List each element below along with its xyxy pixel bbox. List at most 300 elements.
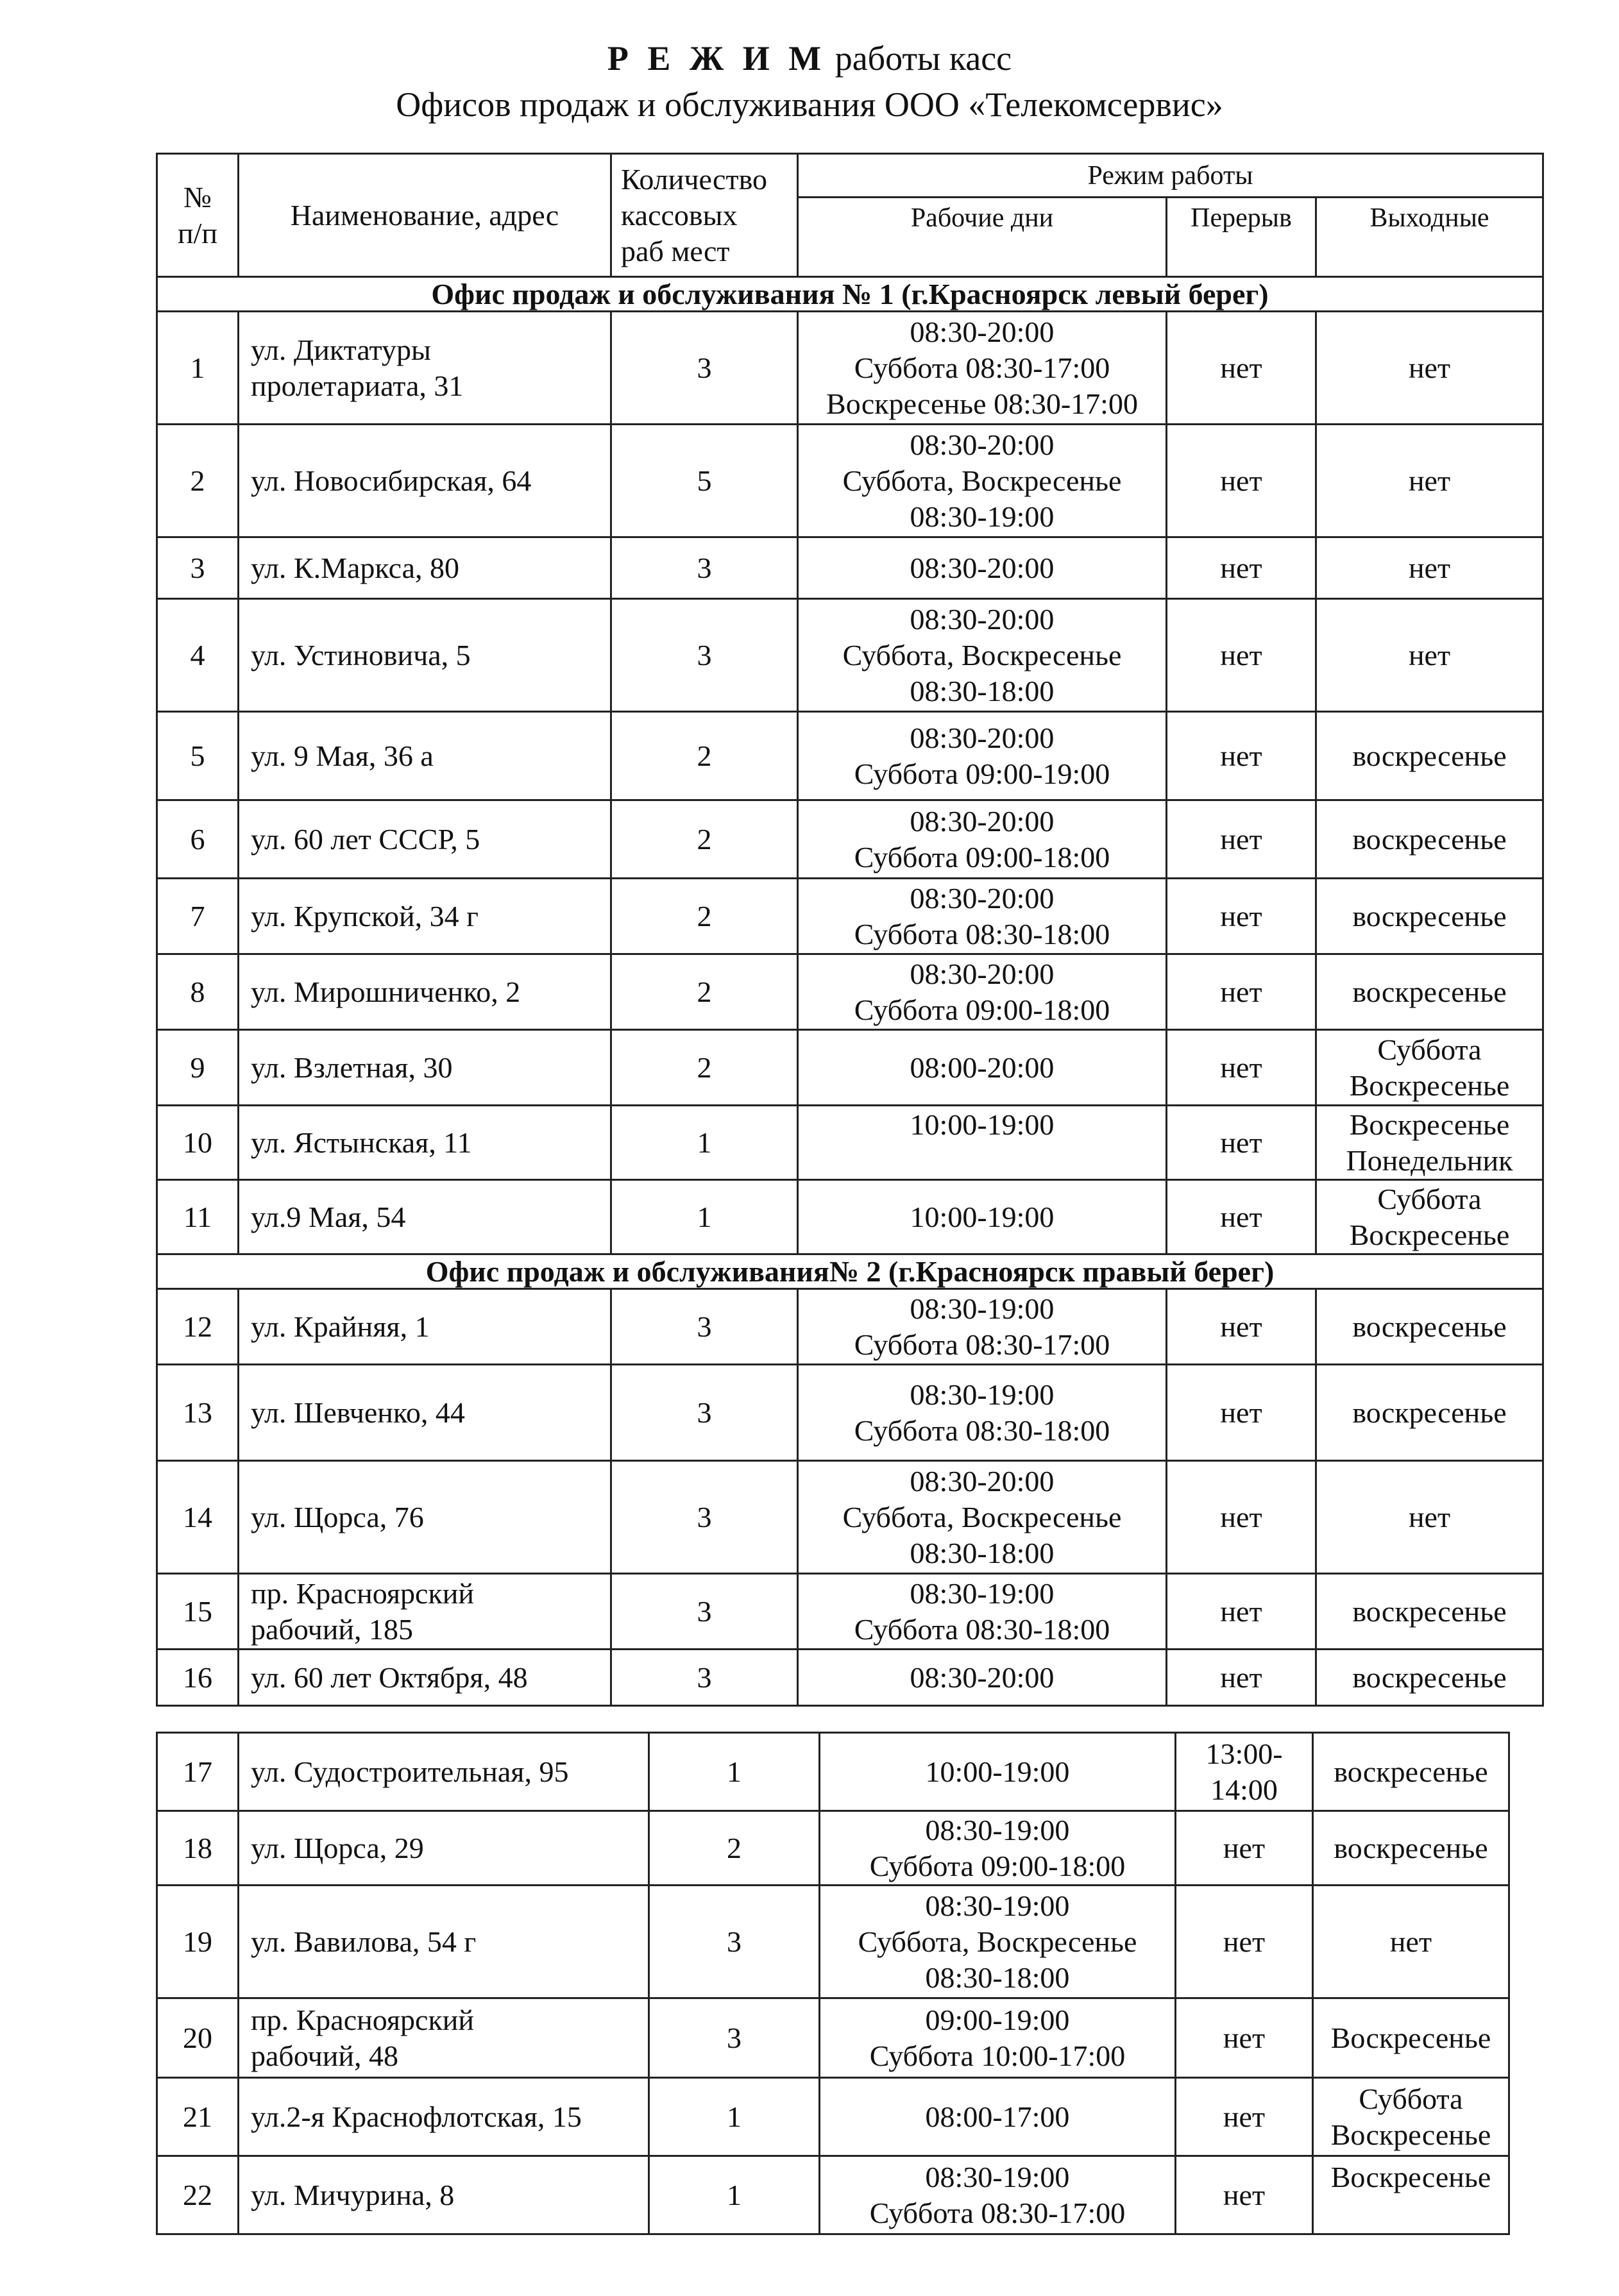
row-workdays	[798, 1461, 1167, 1574]
row-break-line: нет	[1220, 1396, 1262, 1429]
row-break-line: нет	[1220, 1200, 1262, 1233]
row-cashier-count-line: 3	[697, 1310, 712, 1343]
row-workdays	[798, 599, 1167, 712]
row-break-line: нет	[1220, 739, 1262, 772]
row-number	[157, 2078, 239, 2156]
row-break-line: нет	[1220, 351, 1262, 384]
row-break-line: нет	[1220, 822, 1262, 856]
row-address	[239, 1289, 611, 1365]
row-weekend-line	[1318, 2195, 1504, 2231]
row-address-line: ул. 60 лет СССР, 5	[251, 822, 480, 856]
title-mode-word: Р Е Ж И М	[607, 39, 827, 78]
row-address-line: ул. Взлетная, 30	[251, 1051, 453, 1084]
row-break-line: нет	[1220, 899, 1262, 933]
row-workdays-line: 08:30-20:00	[910, 881, 1055, 915]
row-workdays-line: Суббота 08:30-18:00	[854, 917, 1110, 950]
row-weekend-line: нет	[1408, 464, 1451, 497]
row-number	[157, 1998, 239, 2078]
row-break-line: нет	[1220, 638, 1262, 671]
row-workdays	[798, 1365, 1167, 1461]
row-cashier-count-line: 1	[727, 1755, 742, 1788]
row-workdays-line: Суббота 09:00-18:00	[854, 993, 1110, 1026]
row-break	[1167, 1650, 1316, 1706]
row-address	[239, 425, 611, 537]
row-address	[239, 1030, 611, 1106]
row-break	[1176, 1733, 1313, 1811]
row-cashier-count-line: 2	[727, 1831, 742, 1864]
row-workdays-line: 08:30-19:00	[925, 1889, 1070, 1922]
header-work-mode: Режим работы	[798, 154, 1543, 198]
row-address	[239, 954, 611, 1030]
row-workdays-line	[802, 1143, 1162, 1179]
row-number-line: 22	[183, 2178, 212, 2211]
table-row	[157, 599, 1543, 712]
row-number	[157, 1030, 239, 1106]
row-cashier-count	[611, 1365, 798, 1461]
row-break	[1176, 1998, 1313, 2078]
table-row	[157, 1030, 1543, 1106]
row-address	[239, 1998, 649, 2078]
row-cashier-count	[611, 879, 798, 954]
row-number-line: 9	[190, 1051, 205, 1084]
row-break	[1167, 1030, 1316, 1106]
row-address-line: ул. Мичурина, 8	[251, 2178, 455, 2211]
row-break-line: нет	[1220, 1660, 1262, 1694]
row-number-line: 12	[183, 1310, 212, 1343]
row-weekend-line: Суббота	[1377, 1033, 1482, 1066]
row-number-line: 13	[183, 1396, 212, 1429]
row-number	[157, 1650, 239, 1706]
row-number-line: 11	[183, 1200, 212, 1233]
header-number-line: п/п	[177, 216, 217, 249]
row-address	[239, 1811, 649, 1886]
header-break: Перерыв	[1167, 198, 1316, 277]
row-cashier-count	[611, 954, 798, 1030]
row-workdays-line: Суббота 08:30-18:00	[854, 1414, 1110, 1447]
row-weekend-line: воскресенье	[1352, 822, 1507, 856]
row-break-line: 14:00	[1210, 1773, 1278, 1806]
row-break	[1167, 425, 1316, 537]
row-weekend-line: нет	[1408, 351, 1451, 384]
row-cashier-count-line: 5	[697, 464, 712, 497]
row-weekend-line: Воскресенье	[1330, 2118, 1491, 2151]
row-number	[157, 2156, 239, 2234]
row-weekend	[1316, 879, 1543, 954]
row-address-line: ул. Ястынская, 11	[251, 1126, 472, 1159]
row-number	[157, 879, 239, 954]
row-weekend	[1313, 2078, 1509, 2156]
row-weekend-line: Воскресенье	[1349, 1218, 1510, 1251]
row-cashier-count-line: 3	[697, 551, 712, 584]
row-address-line: ул. Судостроительная, 95	[251, 1755, 569, 1788]
row-cashier-count-line: 1	[727, 2100, 742, 2133]
row-address-line: ул. Щорса, 76	[251, 1500, 424, 1533]
row-address-line: рабочий, 48	[251, 2039, 398, 2072]
row-workdays	[798, 1030, 1167, 1106]
row-address-line: ул. Мирошниченко, 2	[251, 975, 521, 1008]
row-number-line: 6	[190, 822, 205, 856]
row-cashier-count	[611, 1574, 798, 1650]
row-address	[239, 1461, 611, 1574]
row-workdays-line: 08:30-20:00	[910, 551, 1055, 584]
row-number-line: 17	[183, 1755, 212, 1788]
row-number-line: 7	[190, 899, 205, 933]
row-break	[1176, 1886, 1313, 1998]
row-address-line: ул.2-я Краснофлотская, 15	[251, 2100, 582, 2133]
row-address-line: пр. Красноярский	[251, 1576, 475, 1610]
row-break	[1167, 1461, 1316, 1574]
header-workdays: Рабочие дни	[798, 198, 1167, 277]
row-weekend	[1316, 425, 1543, 537]
row-weekend-line: Воскресенье	[1330, 2021, 1491, 2054]
row-workdays-line: Суббота, Воскресенье	[842, 638, 1122, 671]
row-break	[1167, 712, 1316, 800]
row-workdays	[798, 312, 1167, 425]
row-cashier-count-line: 3	[697, 351, 712, 384]
row-workdays-line: 08:30-20:00	[910, 721, 1055, 754]
row-workdays	[820, 1733, 1176, 1811]
header-name-address: Наименование, адрес	[239, 154, 611, 277]
row-cashier-count-line: 3	[697, 1660, 712, 1694]
row-workdays-line: Суббота 10:00-17:00	[869, 2039, 1126, 2072]
row-number-line: 14	[183, 1500, 212, 1533]
table-header	[157, 154, 1543, 277]
row-weekend-line: нет	[1408, 638, 1451, 671]
row-address-line: ул. Щорса, 29	[251, 1831, 424, 1864]
row-workdays	[798, 712, 1167, 800]
table-row	[157, 1998, 1509, 2078]
row-cashier-count	[611, 712, 798, 800]
table-row	[157, 425, 1543, 537]
row-break-line: нет	[1220, 1500, 1262, 1533]
row-cashier-count-line: 2	[697, 822, 712, 856]
row-cashier-count	[611, 425, 798, 537]
row-break-line: нет	[1223, 1925, 1266, 1958]
row-number-line: 16	[183, 1660, 212, 1694]
row-workdays-line: 08:30-19:00	[910, 1292, 1055, 1325]
table-row	[157, 1886, 1509, 1998]
row-break	[1167, 954, 1316, 1030]
row-address-line: ул. Новосибирская, 64	[251, 464, 532, 497]
row-break-line: нет	[1220, 1126, 1262, 1159]
table-row	[157, 1365, 1543, 1461]
document-title	[0, 35, 1619, 128]
table-row	[157, 537, 1543, 599]
row-number	[157, 1365, 239, 1461]
row-cashier-count	[611, 1461, 798, 1574]
row-number	[157, 425, 239, 537]
row-break	[1167, 1180, 1316, 1254]
row-workdays-line: Суббота 09:00-19:00	[854, 757, 1110, 790]
row-weekend	[1316, 1289, 1543, 1365]
row-weekend	[1316, 1365, 1543, 1461]
row-cashier-count	[649, 1811, 820, 1886]
row-weekend	[1316, 599, 1543, 712]
row-workdays-line: Суббота, Воскресенье	[858, 1925, 1137, 1958]
row-workdays	[798, 800, 1167, 879]
row-workdays	[798, 425, 1167, 537]
row-workdays-line: 08:30-18:00	[910, 674, 1055, 707]
row-number-line: 10	[183, 1126, 212, 1159]
row-number	[157, 1733, 239, 1811]
row-weekend-line: Воскресенье	[1330, 2160, 1491, 2193]
row-workdays-line: Суббота 09:00-18:00	[854, 840, 1110, 874]
row-workdays	[820, 1886, 1176, 1998]
header-number	[157, 154, 239, 277]
row-workdays-line: 08:00-17:00	[925, 2100, 1070, 2133]
row-number-line: 8	[190, 975, 205, 1008]
row-weekend	[1316, 1180, 1543, 1254]
row-workdays	[798, 879, 1167, 954]
row-number	[157, 1180, 239, 1254]
row-address-line: ул. 60 лет Октября, 48	[251, 1660, 528, 1694]
row-address-line: ул. 9 Мая, 36 а	[251, 739, 434, 772]
schedule-table-continuation	[156, 1732, 1510, 2235]
row-number	[157, 712, 239, 800]
row-cashier-count-line: 3	[727, 1925, 742, 1958]
row-weekend-line: воскресенье	[1352, 1660, 1507, 1694]
table-row	[157, 312, 1543, 425]
row-address	[239, 537, 611, 599]
row-number	[157, 1289, 239, 1365]
row-break	[1176, 1811, 1313, 1886]
row-workdays	[798, 1180, 1167, 1254]
row-weekend	[1316, 954, 1543, 1030]
section-title: Офис продаж и обслуживания № 1 (г.Красноярск левый берег)	[157, 277, 1543, 312]
row-cashier-count	[611, 599, 798, 712]
row-weekend	[1313, 1811, 1509, 1886]
row-cashier-count	[649, 2078, 820, 2156]
row-address	[239, 1180, 611, 1254]
row-weekend-line: Суббота	[1377, 1182, 1482, 1215]
row-break-line: нет	[1220, 1310, 1262, 1343]
row-workdays-line: 08:30-20:00	[910, 957, 1055, 990]
row-break-line: нет	[1223, 2021, 1266, 2054]
row-break-line: нет	[1220, 551, 1262, 584]
row-number	[157, 1574, 239, 1650]
row-weekend-line: нет	[1408, 551, 1451, 584]
header-cashier-count	[611, 154, 798, 277]
row-workdays-line: 08:30-19:00	[925, 1813, 1070, 1846]
row-address-line: ул. К.Маркса, 80	[251, 551, 460, 584]
row-number	[157, 1886, 239, 1998]
header-count-line: раб мест	[621, 234, 730, 267]
row-number	[157, 1461, 239, 1574]
row-number-line: 20	[183, 2021, 212, 2054]
row-number	[157, 312, 239, 425]
row-weekend-line: воскресенье	[1352, 1396, 1507, 1429]
row-weekend	[1313, 2156, 1509, 2234]
row-number-line: 4	[190, 638, 205, 671]
row-workdays	[798, 1650, 1167, 1706]
row-address-line: ул. Диктатуры	[251, 333, 431, 366]
row-weekend	[1316, 1106, 1543, 1180]
row-address	[239, 1733, 649, 1811]
row-weekend-line: Понедельник	[1346, 1144, 1513, 1177]
row-cashier-count-line: 2	[697, 899, 712, 933]
row-weekend	[1313, 1998, 1509, 2078]
header-weekend: Выходные	[1316, 198, 1543, 277]
row-break	[1167, 312, 1316, 425]
row-weekend	[1316, 1650, 1543, 1706]
row-number	[157, 1811, 239, 1886]
table-body	[157, 277, 1543, 1706]
row-workdays-line: 10:00-19:00	[910, 1200, 1055, 1233]
row-number-line: 21	[183, 2100, 212, 2133]
row-break-line: 13:00-	[1205, 1737, 1283, 1770]
section-row	[157, 1254, 1543, 1289]
row-cashier-count-line: 3	[727, 2021, 742, 2054]
table-row	[157, 879, 1543, 954]
row-workdays	[798, 1289, 1167, 1365]
row-workdays-line: 08:30-20:00	[910, 315, 1055, 348]
row-workdays-line: 08:30-20:00	[910, 1464, 1055, 1498]
row-break	[1167, 537, 1316, 599]
row-weekend-line: Суббота	[1359, 2082, 1463, 2115]
row-break-line: нет	[1223, 1831, 1266, 1864]
row-workdays-line: 08:30-20:00	[910, 602, 1055, 636]
row-cashier-count-line: 3	[697, 1594, 712, 1628]
row-cashier-count-line: 1	[697, 1126, 712, 1159]
table-row	[157, 1574, 1543, 1650]
row-break	[1167, 1289, 1316, 1365]
row-break	[1176, 2156, 1313, 2234]
row-workdays	[820, 1998, 1176, 2078]
row-number-line: 5	[190, 739, 205, 772]
row-cashier-count-line: 1	[697, 1200, 712, 1233]
row-weekend	[1316, 1461, 1543, 1574]
row-address-line: ул. Устиновича, 5	[251, 638, 471, 671]
row-address	[239, 879, 611, 954]
row-number-line: 1	[190, 351, 205, 384]
row-cashier-count	[649, 1733, 820, 1811]
row-workdays-line: 09:00-19:00	[925, 2003, 1070, 2036]
table-row	[157, 954, 1543, 1030]
row-workdays-line: 10:00-19:00	[910, 1108, 1055, 1141]
row-address	[239, 1106, 611, 1180]
row-address-line: пр. Красноярский	[251, 2003, 475, 2036]
title-line-2: Офисов продаж и обслуживания ООО «Телекомсервис»	[396, 85, 1223, 124]
row-number-line: 19	[183, 1925, 212, 1958]
row-weekend-line: воскресенье	[1352, 739, 1507, 772]
row-workdays	[798, 1574, 1167, 1650]
row-break-line: нет	[1220, 1594, 1262, 1628]
table-body-continuation	[157, 1733, 1509, 2234]
row-address	[239, 800, 611, 879]
row-number	[157, 537, 239, 599]
row-break	[1167, 800, 1316, 879]
row-number-line: 2	[190, 464, 205, 497]
row-weekend-line: воскресенье	[1352, 975, 1507, 1008]
row-workdays	[798, 537, 1167, 599]
row-cashier-count	[611, 800, 798, 879]
row-cashier-count	[611, 312, 798, 425]
row-cashier-count	[611, 1180, 798, 1254]
row-number-line: 18	[183, 1831, 212, 1864]
section-row	[157, 277, 1543, 312]
row-address-line: ул. Крайняя, 1	[251, 1310, 430, 1343]
row-workdays-line: Суббота 08:30-17:00	[854, 1328, 1110, 1361]
row-workdays-line: Суббота, Воскресенье	[842, 1500, 1122, 1533]
row-cashier-count	[649, 2156, 820, 2234]
table-row	[157, 1650, 1543, 1706]
row-number	[157, 1106, 239, 1180]
row-cashier-count-line: 3	[697, 638, 712, 671]
row-address	[239, 312, 611, 425]
row-address-line: пролетариата, 31	[251, 369, 464, 402]
row-weekend	[1316, 800, 1543, 879]
row-break-line: нет	[1220, 464, 1262, 497]
title-line-1-rest: работы касс	[826, 39, 1012, 78]
row-workdays-line: Суббота 08:30-18:00	[854, 1612, 1110, 1646]
row-workdays-line: 08:30-20:00	[910, 428, 1055, 461]
row-cashier-count-line: 3	[697, 1500, 712, 1533]
row-workdays-line: 08:30-20:00	[910, 804, 1055, 838]
table-row	[157, 2078, 1509, 2156]
row-break-line: нет	[1223, 2100, 1266, 2133]
row-break-line: нет	[1220, 975, 1262, 1008]
row-cashier-count	[611, 537, 798, 599]
row-weekend-line: воскресенье	[1334, 1755, 1488, 1788]
row-workdays	[820, 2156, 1176, 2234]
row-weekend	[1313, 1886, 1509, 1998]
row-workdays-line: 10:00-19:00	[925, 1755, 1070, 1788]
row-address	[239, 1886, 649, 1998]
row-number	[157, 599, 239, 712]
row-weekend	[1313, 1733, 1509, 1811]
row-number	[157, 800, 239, 879]
row-cashier-count-line: 2	[697, 1051, 712, 1084]
row-break	[1167, 599, 1316, 712]
row-address	[239, 599, 611, 712]
row-weekend-line: воскресенье	[1352, 1310, 1507, 1343]
row-cashier-count-line: 2	[697, 739, 712, 772]
row-weekend-line: Воскресенье	[1349, 1108, 1510, 1141]
row-cashier-count-line: 3	[697, 1396, 712, 1429]
row-break	[1167, 1365, 1316, 1461]
row-cashier-count	[611, 1030, 798, 1106]
row-address	[239, 1574, 611, 1650]
section-title: Офис продаж и обслуживания№ 2 (г.Красноярск правый берег)	[157, 1254, 1543, 1289]
row-workdays-line: Суббота 09:00-18:00	[869, 1849, 1126, 1882]
header-count-line: Количество	[621, 162, 767, 196]
table-row	[157, 1811, 1509, 1886]
row-cashier-count	[649, 1998, 820, 2078]
row-address	[239, 1650, 611, 1706]
row-weekend-line: нет	[1389, 1925, 1432, 1958]
row-weekend-line: нет	[1408, 1500, 1451, 1533]
row-workdays	[820, 2078, 1176, 2156]
row-break	[1167, 1574, 1316, 1650]
row-number-line: 3	[190, 551, 205, 584]
row-weekend	[1316, 537, 1543, 599]
row-address	[239, 2078, 649, 2156]
table-row	[157, 2156, 1509, 2234]
row-workdays	[820, 1811, 1176, 1886]
row-workdays-line: 08:30-18:00	[910, 1536, 1055, 1569]
row-workdays-line: 08:00-20:00	[910, 1051, 1055, 1084]
row-cashier-count	[611, 1106, 798, 1180]
row-address-line: рабочий, 185	[251, 1612, 413, 1646]
row-weekend	[1316, 1030, 1543, 1106]
row-address-line: ул. Вавилова, 54 г	[251, 1925, 477, 1958]
row-cashier-count	[611, 1289, 798, 1365]
row-workdays-line: 08:30-19:00	[910, 1378, 1055, 1411]
table-row	[157, 1106, 1543, 1180]
row-weekend	[1316, 312, 1543, 425]
row-workdays-line: 08:30-19:00	[925, 2160, 1070, 2193]
row-break	[1176, 2078, 1313, 2156]
